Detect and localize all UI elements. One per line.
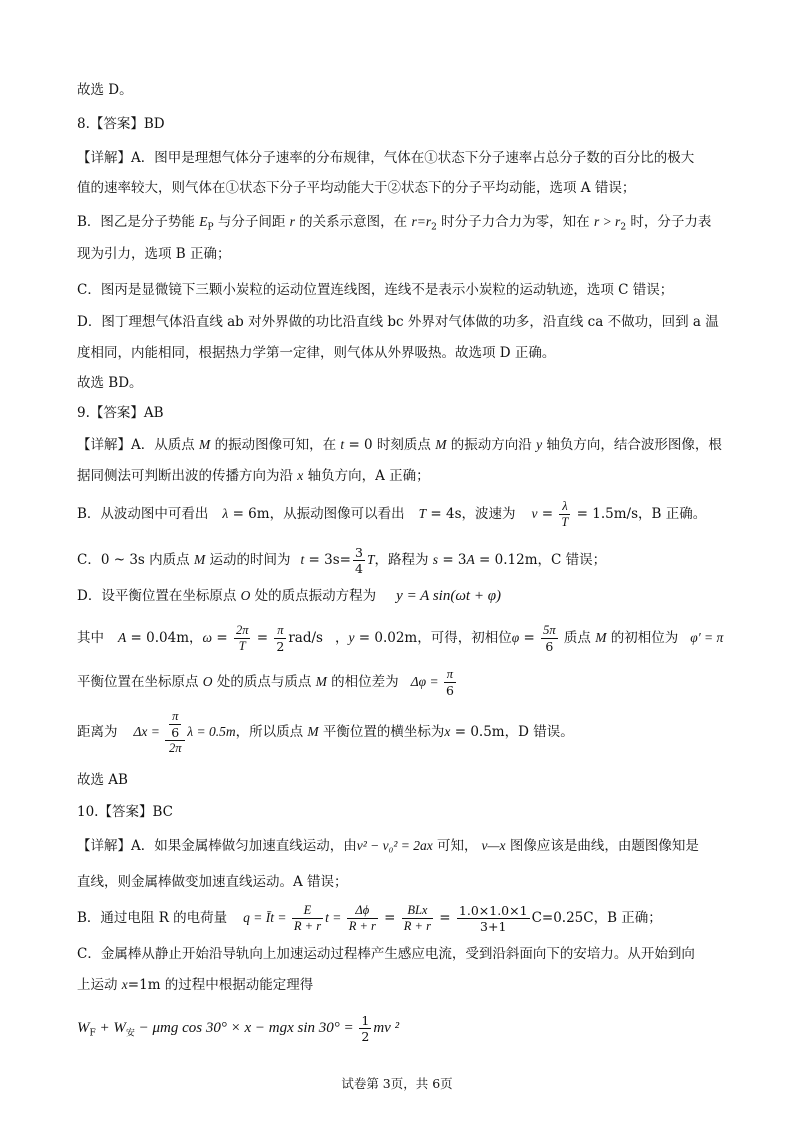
text-line: B．通过电阻 R 的电荷量 q = Īt = $\frac{E}{R + r}$ t = $\frac{\Delta\phi}{R + r}$ = $\frac{\text{BLx}}{R + r}$ = $\frac{1.0\times 1.0\times 1}{3+1}$ C=0.25C，B 正确； (77, 903, 662, 934)
fraction: $\frac{E}{R + r}$ (293, 903, 322, 933)
text-line: D．设平衡位置在坐标原点 O 处的质点振动方程为 y = A sin(ωt + φ) (77, 588, 501, 604)
answer-heading-8: 8.【答案】BD (77, 116, 165, 132)
text-line: C．金属棒从静止开始沿导轨向上加速运动过程棒产生感应电流，受到沿斜面向下的安培力。从开始到向 (77, 946, 695, 962)
text-line: 故选 BD。 (77, 375, 143, 391)
fraction: $\frac{\pi}{6}$ (445, 667, 454, 698)
text-line: 故选 D。 (77, 82, 133, 98)
fraction: $\frac{1}{2}$ (361, 1013, 370, 1044)
text-line: 现为引力，选项 B 正确； (77, 246, 231, 262)
text-line: B．从波动图中可看出 λ = 6m，从振动图像可以看出 T = 4s，波速为 v = $\frac{\lambda}{T}$ = 1.5m/s，B 正确。 (77, 499, 707, 529)
text-line: 平衡位置在坐标原点 O 处的质点与质点 M 的相位差为 Δφ = $\frac{\pi}{6}$ (77, 667, 454, 698)
fraction: $\frac{\pi}{2}$ (276, 623, 285, 654)
text-line: 距离为 Δx = $\frac{\frac{\pi}{6}}{2\pi}$ λ = 0.5m，所以质点 M 平衡位置的横坐标为x = 0.5m，D 错误。 (77, 709, 574, 755)
page-footer: 试卷第 3页，共 6页 (341, 1076, 453, 1091)
text-line: 其中 A = 0.04m，ω = $\frac{2\pi}{T}$ = $\frac{\pi}{2}$ rad/s ，y = 0.02m，可得，初相位φ = $\frac{5\pi}{6}$ 质点 M 的初相位为 φ′ = π (77, 623, 724, 654)
fraction: $\frac{5\pi}{6}$ (543, 623, 556, 654)
text-line: 【详解】A．图甲是理想气体分子速率的分布规律，气体在①状态下分子速率占总分子数的百分比的极大 (77, 150, 695, 166)
fraction: $\frac{1.0\times 1.0\times 1}{3+1}$ (458, 903, 528, 934)
text-line: C．0 ~ 3s 内质点 M 运动的时间为 t = 3s= $\frac{3}{4}$ T，路程为 s = 3A = 0.12m，C 错误； (77, 545, 607, 576)
text-line: 度相同，内能相同，根据热力学第一定律，则气体从外界吸热。故选项 D 正确。 (77, 345, 556, 361)
fraction: $\frac{\Delta\phi}{R + r}$ (348, 903, 376, 933)
fraction: $\frac{2\pi}{T}$ (235, 623, 249, 653)
answer-heading-10: 10.【答案】BC (77, 804, 173, 820)
text-line: 【详解】A．如果金属棒做匀加速直线运动，由v² − v₀² = 2ax 可知， v—x 图像应该是曲线，由题图像知是 (77, 838, 699, 854)
compound-fraction: $\frac{\frac{\pi}{6}}{2\pi}$ (165, 709, 185, 756)
text-line: C．图丙是显微镜下三颗小炭粒的运动位置连线图，连线不是表示小炭粒的运动轨迹，选项 C 错误； (77, 282, 674, 298)
fraction: $\frac{\pi}{6}$ (171, 709, 180, 740)
fraction: $\frac{\lambda}{T}$ (561, 499, 569, 529)
text-line: 故选 AB (77, 772, 128, 788)
text-line: D．图丁理想气体沿直线 ab 对外界做的功比沿直线 bc 外界对气体做的功多，沿直线 ca 不做功，回到 a 温 (77, 314, 719, 330)
text-line: 【详解】A．从质点 M 的振动图像可知，在 t = 0 时刻质点 M 的振动方向沿 y 轴负方向，结合波形图像，根 (77, 437, 722, 453)
text-line: B．图乙是分子势能 $E_P$ 与分子间距 r 的关系示意图，在 $r=r_2$ 时分子力合力为零，知在 $r > r_2$ 时，分子力表 (77, 214, 712, 233)
text-line: 上运动 x=1m 的过程中根据动能定理得 (77, 977, 314, 993)
fraction: $\frac{3}{4}$ (355, 545, 363, 576)
text-line: 值的速率较大，则气体在①状态下分子平均动能大于②状态下的分子平均动能，选项 A 错误； (77, 180, 636, 196)
equation-line: $W_F + W_安 - \mu mg$ cos 30° × x − mgx sin 30° = $\frac{1}{2}$ mv ² (77, 1013, 400, 1044)
answer-heading-9: 9.【答案】AB (77, 405, 164, 421)
fraction: $\frac{\text{BLx}}{R + r}$ (403, 903, 431, 933)
text-line: 据同侧法可判断出波的传播方向为沿 x 轴负方向，A 正确； (77, 468, 430, 484)
text-line: 直线，则金属棒做变加速直线运动。A 错误； (77, 874, 348, 890)
